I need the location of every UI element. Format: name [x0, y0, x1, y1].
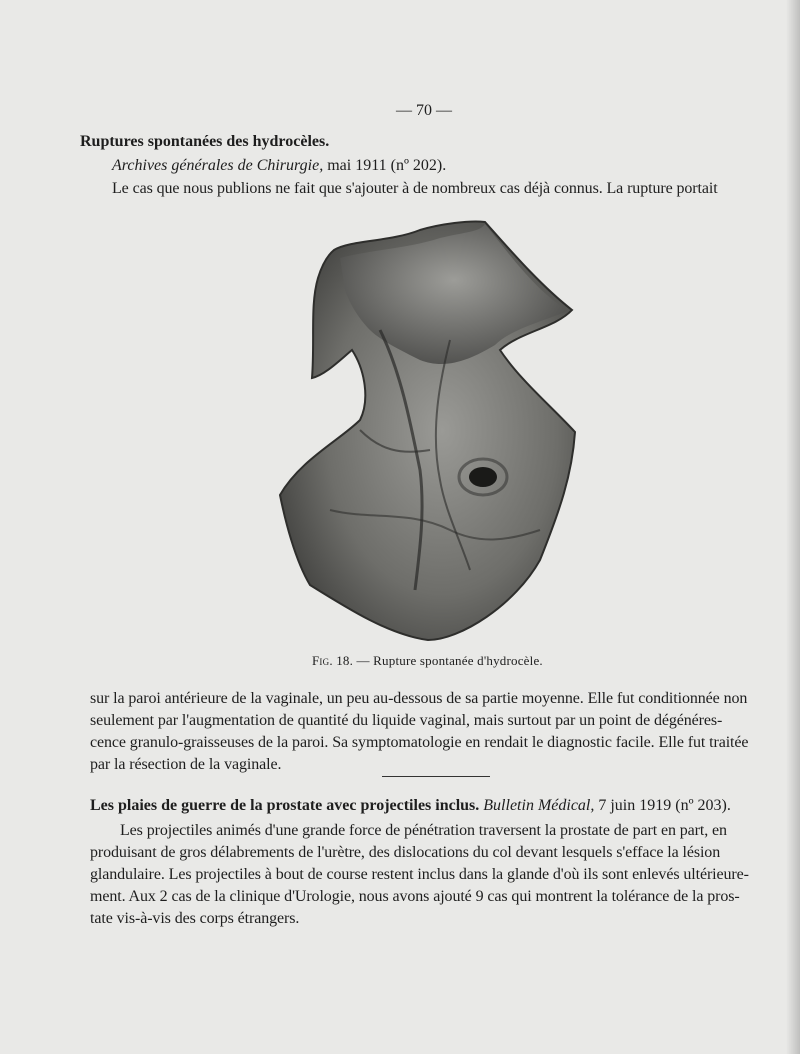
paragraph-line: sur la paroi antérieure de la vaginale, un peu au-dessous de sa partie moyenne. Elle fut conditionnée non — [90, 690, 748, 707]
source-date-2: 7 juin 1919 (nº 203). — [594, 797, 731, 814]
paragraph-line: glandulaire. Les projectiles à bout de course restent inclus dans la glande d'où ils sont enlevés ultérieure- — [90, 866, 749, 883]
source-citation-1 — [112, 157, 446, 175]
figure-label: Fig. — [312, 653, 333, 668]
paragraph-line: seulement par l'augmentation de quantité du liquide vaginal, mais surtout par un point de dégénéres- — [90, 712, 723, 729]
page-number: — 70 — — [396, 102, 452, 119]
paragraph-line: produisant de gros délabrements de l'urètre, des dislocations du col devant lesquels s'efface la lésion — [90, 844, 721, 861]
section-title-prostate — [90, 797, 731, 815]
figure-hydrocele-photo — [270, 210, 590, 650]
source-journal-1: Archives générales de Chirurgie, — [112, 157, 324, 174]
paragraph-line: par la résection de la vaginale. — [90, 756, 282, 773]
source-journal-2: Bulletin Médical, — [483, 797, 595, 814]
paragraph-line: Les projectiles animés d'une grande force de pénétration traversent la prostate de part en part, en — [120, 822, 727, 839]
paragraph-line: ment. Aux 2 cas de la clinique d'Urologie, nous avons ajouté 9 cas qui montrent la tolérance de la pros- — [90, 888, 740, 905]
figure-caption-text: 18. — Rupture spontanée d'hydrocèle. — [332, 653, 543, 668]
figure-caption — [312, 653, 543, 669]
section-title-prostate-text: Les plaies de guerre de la prostate avec projectiles inclus. — [90, 797, 480, 814]
rupture-opening — [469, 467, 497, 487]
paragraph-line: tate vis-à-vis des corps étrangers. — [90, 910, 300, 927]
page-edge-shadow — [786, 0, 800, 1054]
section-divider — [382, 776, 490, 777]
paragraph-line: cence granulo-graisseuses de la paroi. Sa symptomatologie en rendait le diagnostic facile. Elle fut traitée — [90, 734, 749, 751]
section-title-hydroceles: Ruptures spontanées des hydrocèles. — [80, 133, 330, 150]
paragraph-line: Le cas que nous publions ne fait que s'ajouter à de nombreux cas déjà connus. La rupture portait — [112, 180, 718, 197]
source-date-1: mai 1911 (nº 202). — [323, 157, 447, 174]
